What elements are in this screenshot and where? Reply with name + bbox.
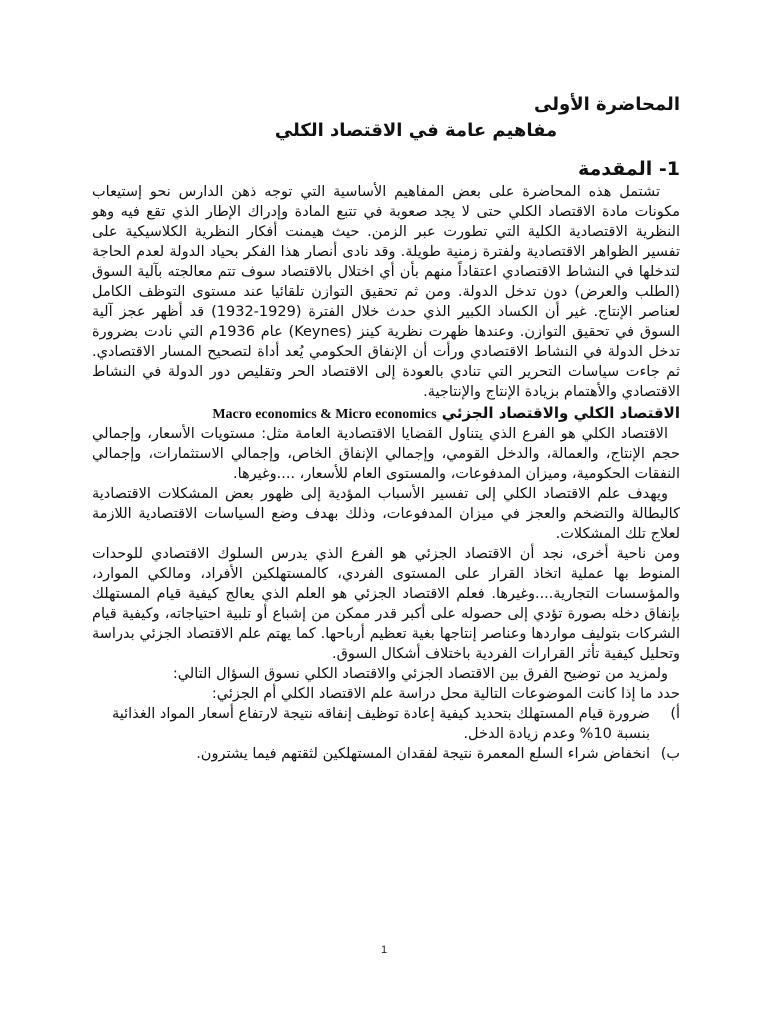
section-heading-english: Macro economics & Micro economics — [212, 407, 437, 422]
section-heading-macro-micro — [92, 402, 680, 424]
micro-definition-paragraph: ومن ناحية أخرى، نجد أن الاقتصاد الجزئي هو الفرع الذي يدرس السلوك الاقتصادي للوحدات المنوط بها عملية اتخاذ القرار على المستوى الفردي، كالمستهلكين الأفراد، ومالكي الموارد، والمؤسسات التجارية....وغيرها. فعلم الاقتصاد الجزئي هو العلم الذي يعالج كيفية قيام المستهلك بإنفاق دخله بصورة تؤدي إلى حصوله على أكبر قدر ممكن من إشباع أو تلبية احتياجاته، وكيفية قيام الشركات بتوليف مواردها وعناصر إنتاجها بغية تعظيم أرباحها. كما يهتم علم الاقتصاد الجزئي بدراسة وتحليل كيفية تأثر القرارات الفردية باختلاف أشكال السوق. — [92, 546, 680, 662]
list-item-label: أ) — [670, 706, 680, 722]
section-heading-arabic: الاقتصاد الكلي والاقتصاد الجزئي — [441, 404, 680, 422]
lecture-title: المحاضرة الأولى — [534, 94, 680, 115]
lecture-subtitle: مفاهيم عامة في الاقتصاد الكلي — [274, 120, 558, 141]
question-text: حدد ما إذا كانت الموضوعات التالية محل دراسة علم الاقتصاد الكلي أم الجزئي: — [211, 686, 680, 702]
list-item — [92, 704, 680, 744]
macro-definition-paragraph: الاقتصاد الكلي هو الفرع الذي يتناول القضايا الاقتصادية العامة مثل: مستويات الأسعار، وإجمالي حجم الإنتاج، والعمالة، والدخل القومي، وإجمالي الإنفاق الخاص، وإجمالي الاستثمارات، وإجمالي النفقات الحكومية، وميزان المدفوعات، والمستوى العام للأسعار، ....وغيرها. — [92, 426, 680, 482]
intro-paragraph: تشتمل هذه المحاضرة على بعض المفاهيم الأساسية التي توجه ذهن الدارس نحو إستيعاب مكونات مادة الاقتصاد الكلي حتى لا يجد صعوبة في تتبع المادة وإدراك الإطار الذي تقع فيه وهو النظرية الاقتصادية الكلية التي تطورت عبر الزمن. حيث هيمنت أفكار النظرية الكلاسيكية على تفسير الظواهر الاقتصادية ولفترة زمنية طويلة. وقد نادى أنصار هذا الفكر بحياد الدولة لعدم الحاجة لتدخلها في النشاط الاقتصادي اعتقاداً منهم بأن أي اختلال بالاقتصاد سوف تتم معالجته بآلية السوق (الطلب والعرض) دون تدخل الدولة. ومن ثم تحقيق التوازن تلقائيا عند مستوى التوظف الكامل لعناصر الإنتاج. غير أن الكساد الكبير الذي حدث خلال الفترة (1929-1932) قد أظهر عجز آلية السوق في تحقيق التوازن. وعندها ظهرت نظرية كينز (Keynes) عام 1936م التي نادت بضرورة تدخل الدولة في النشاط الاقتصادي ورأت أن الإنفاق الحكومي يُعد أداة لتصحيح المسار الاقتصادي. ثم جاءت سياسات التحرير التي تنادي بالعودة إلى الاقتصاد الحر وتقليص دور الدولة في النشاط الاقتصادي والأهتمام بزيادة الإنتاج والإنتاجية. — [92, 184, 680, 400]
list-item-text: انخفاض شراء السلع المعمرة نتيجة لفقدان المستهلكين لثقتهم فيما يشترون. — [196, 746, 650, 762]
page-content — [92, 92, 680, 764]
page-number: 1 — [380, 944, 388, 956]
difference-paragraph: ولمزيد من توضيح الفرق بين الاقتصاد الجزئي والاقتصاد الكلي نسوق السؤال التالي: — [172, 666, 668, 682]
section-heading-introduction: 1- المقدمة — [577, 158, 680, 180]
macro-aim-paragraph: ويهدف علم الاقتصاد الكلي إلى تفسير الأسباب المؤدية إلى ظهور بعض المشكلات الاقتصادية كالبطالة والتضخم والعجز في ميزان المدفوعات، وذلك بهدف وضع السياسات الاقتصادية اللازمة لعلاج تلك المشكلات. — [92, 486, 680, 542]
list-item — [92, 744, 680, 764]
list-item-label: ب) — [660, 746, 680, 762]
list-item-text: ضرورة قيام المستهلك بتحديد كيفية إعادة توظيف إنفاقه نتيجة لارتفاع أسعار المواد الغذائية بنسبة 10% وعدم زيادة الدخل. — [112, 706, 650, 742]
